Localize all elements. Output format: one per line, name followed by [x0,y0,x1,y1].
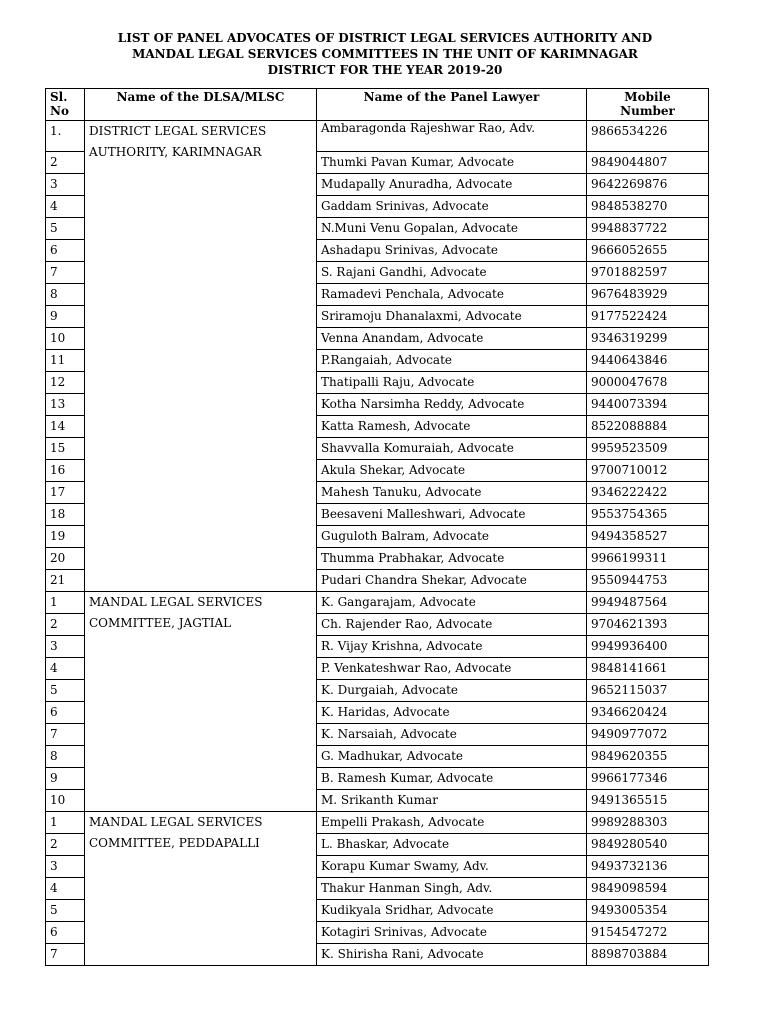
panel-lawyer-cell: Kudikyala Sridhar, Advocate [317,900,587,922]
mobile-number-cell: 9666052655 [587,240,709,262]
mobile-number-cell: 9848141661 [587,658,709,680]
panel-lawyer-cell: K. Narsaiah, Advocate [317,724,587,746]
title-line-1: LIST OF PANEL ADVOCATES OF DISTRICT LEGAL SERVICES AUTHORITY AND [117,31,653,45]
sl-no-cell: 10 [46,328,85,350]
authority-name-line-1: DISTRICT LEGAL SERVICES [89,124,267,138]
authority-name-line-1: MANDAL LEGAL SERVICES [89,815,263,829]
panel-lawyer-cell: Beesaveni Malleshwari, Advocate [317,504,587,526]
panel-lawyer-cell: Shavvalla Komuraiah, Advocate [317,438,587,460]
panel-lawyer-cell: Akula Shekar, Advocate [317,460,587,482]
mobile-number-cell: 9866534226 [587,121,709,152]
sl-no-cell: 1 [46,812,85,834]
header-sl-no: Sl. No [46,89,85,121]
sl-no-cell: 2 [46,614,85,636]
panel-lawyer-cell: P.Rangaiah, Advocate [317,350,587,372]
panel-advocates-table [45,88,709,966]
mobile-number-cell: 9177522424 [587,306,709,328]
panel-lawyer-cell: Sriramoju Dhanalaxmi, Advocate [317,306,587,328]
sl-no-cell: 12 [46,372,85,394]
sl-no-cell: 9 [46,768,85,790]
sl-no-cell: 15 [46,438,85,460]
sl-no-cell: 9 [46,306,85,328]
mobile-number-cell: 9849098594 [587,878,709,900]
panel-lawyer-cell: M. Srikanth Kumar [317,790,587,812]
sl-no-cell: 3 [46,174,85,196]
panel-lawyer-cell: G. Madhukar, Advocate [317,746,587,768]
title-line-3: DISTRICT FOR THE YEAR 2019-20 [267,63,503,77]
panel-lawyer-cell: Ch. Rajender Rao, Advocate [317,614,587,636]
sl-no-cell: 6 [46,702,85,724]
panel-lawyer-cell: Gaddam Srinivas, Advocate [317,196,587,218]
sl-no-cell: 13 [46,394,85,416]
sl-no-cell: 18 [46,504,85,526]
header-panel-lawyer: Name of the Panel Lawyer [317,89,587,121]
panel-lawyer-cell: Venna Anandam, Advocate [317,328,587,350]
mobile-number-cell: 9652115037 [587,680,709,702]
panel-lawyer-cell: Kotha Narsimha Reddy, Advocate [317,394,587,416]
sl-no-cell: 6 [46,240,85,262]
mobile-number-cell: 9849044807 [587,152,709,174]
sl-no-cell: 5 [46,900,85,922]
sl-no-cell: 3 [46,856,85,878]
mobile-number-cell: 8522088884 [587,416,709,438]
mobile-number-cell: 9346222422 [587,482,709,504]
table-row [46,592,709,614]
sl-no-cell: 4 [46,196,85,218]
panel-lawyer-cell: Ramadevi Penchala, Advocate [317,284,587,306]
sl-no-cell: 7 [46,724,85,746]
table-header-row [46,89,709,121]
mobile-number-cell: 9440073394 [587,394,709,416]
mobile-number-cell: 9966199311 [587,548,709,570]
mobile-number-cell: 9553754365 [587,504,709,526]
panel-lawyer-cell: K. Shirisha Rani, Advocate [317,944,587,966]
panel-lawyer-cell: Guguloth Balram, Advocate [317,526,587,548]
panel-lawyer-cell: K. Haridas, Advocate [317,702,587,724]
title-line-2: MANDAL LEGAL SERVICES COMMITTEES IN THE UNIT OF KARIMNAGAR [132,47,638,61]
authority-name-line-2: AUTHORITY, KARIMNAGAR [89,145,262,159]
panel-lawyer-cell: Pudari Chandra Shekar, Advocate [317,570,587,592]
sl-no-cell: 5 [46,680,85,702]
mobile-number-cell: 9848538270 [587,196,709,218]
mobile-number-cell: 9948837722 [587,218,709,240]
panel-lawyer-cell: Thatipalli Raju, Advocate [317,372,587,394]
panel-lawyer-cell: Thakur Hanman Singh, Adv. [317,878,587,900]
mobile-number-cell: 9550944753 [587,570,709,592]
panel-lawyer-cell: Empelli Prakash, Advocate [317,812,587,834]
panel-lawyer-cell: S. Rajani Gandhi, Advocate [317,262,587,284]
sl-no-cell: 5 [46,218,85,240]
sl-no-cell: 1 [46,592,85,614]
sl-no-cell: 4 [46,658,85,680]
mobile-number-cell: 9949487564 [587,592,709,614]
panel-lawyer-cell: Korapu Kumar Swamy, Adv. [317,856,587,878]
table-row [46,121,709,152]
mobile-number-cell: 9440643846 [587,350,709,372]
mobile-number-cell: 9949936400 [587,636,709,658]
sl-no-cell: 19 [46,526,85,548]
panel-lawyer-cell: Thumki Pavan Kumar, Advocate [317,152,587,174]
sl-no-cell: 4 [46,878,85,900]
panel-lawyer-cell: L. Bhaskar, Advocate [317,834,587,856]
panel-lawyer-cell: Mahesh Tanuku, Advocate [317,482,587,504]
mobile-number-cell: 9642269876 [587,174,709,196]
sl-no-cell: 21 [46,570,85,592]
sl-no-cell: 2 [46,152,85,174]
panel-lawyer-cell: R. Vijay Krishna, Advocate [317,636,587,658]
panel-lawyer-cell: B. Ramesh Kumar, Advocate [317,768,587,790]
mobile-number-cell: 9959523509 [587,438,709,460]
mobile-number-cell: 9494358527 [587,526,709,548]
mobile-number-cell: 9346620424 [587,702,709,724]
mobile-number-cell: 9346319299 [587,328,709,350]
sl-no-cell: 3 [46,636,85,658]
mobile-number-cell: 9849620355 [587,746,709,768]
authority-name-line-1: MANDAL LEGAL SERVICES [89,595,263,609]
sl-no-cell: 1. [46,121,85,152]
mobile-number-cell: 9676483929 [587,284,709,306]
document-title [40,30,730,78]
header-mobile-number: Mobile Number [587,89,709,121]
sl-no-cell: 16 [46,460,85,482]
mobile-number-cell: 9493005354 [587,900,709,922]
table-row [46,812,709,834]
sl-no-cell: 7 [46,944,85,966]
panel-lawyer-cell: Katta Ramesh, Advocate [317,416,587,438]
sl-no-cell: 2 [46,834,85,856]
sl-no-cell: 8 [46,284,85,306]
header-dlsa-mlsc: Name of the DLSA/MLSC [85,89,317,121]
authority-name-cell [85,812,317,966]
panel-lawyer-cell: N.Muni Venu Gopalan, Advocate [317,218,587,240]
panel-lawyer-cell: K. Gangarajam, Advocate [317,592,587,614]
mobile-number-cell: 9966177346 [587,768,709,790]
table-body [46,121,709,966]
sl-no-cell: 11 [46,350,85,372]
mobile-number-cell: 9989288303 [587,812,709,834]
mobile-number-cell: 9000047678 [587,372,709,394]
authority-name-cell [85,592,317,812]
sl-no-cell: 7 [46,262,85,284]
panel-lawyer-cell: Kotagiri Srinivas, Advocate [317,922,587,944]
sl-no-cell: 10 [46,790,85,812]
mobile-number-cell: 9154547272 [587,922,709,944]
panel-lawyer-cell: P. Venkateshwar Rao, Advocate [317,658,587,680]
mobile-number-cell: 8898703884 [587,944,709,966]
sl-no-cell: 14 [46,416,85,438]
mobile-number-cell: 9490977072 [587,724,709,746]
panel-lawyer-cell: Thumma Prabhakar, Advocate [317,548,587,570]
sl-no-cell: 17 [46,482,85,504]
panel-lawyer-cell: Ashadapu Srinivas, Advocate [317,240,587,262]
mobile-number-cell: 9493732136 [587,856,709,878]
sl-no-cell: 6 [46,922,85,944]
mobile-number-cell: 9491365515 [587,790,709,812]
mobile-number-cell: 9701882597 [587,262,709,284]
authority-name-line-2: COMMITTEE, PEDDAPALLI [89,836,260,850]
mobile-number-cell: 9849280540 [587,834,709,856]
sl-no-cell: 20 [46,548,85,570]
panel-lawyer-cell: K. Durgaiah, Advocate [317,680,587,702]
sl-no-cell: 8 [46,746,85,768]
mobile-number-cell: 9704621393 [587,614,709,636]
panel-lawyer-cell: Mudapally Anuradha, Advocate [317,174,587,196]
authority-name-cell [85,121,317,592]
mobile-number-cell: 9700710012 [587,460,709,482]
panel-lawyer-cell: Ambaragonda Rajeshwar Rao, Adv. [317,121,587,152]
authority-name-line-2: COMMITTEE, JAGTIAL [89,616,232,630]
